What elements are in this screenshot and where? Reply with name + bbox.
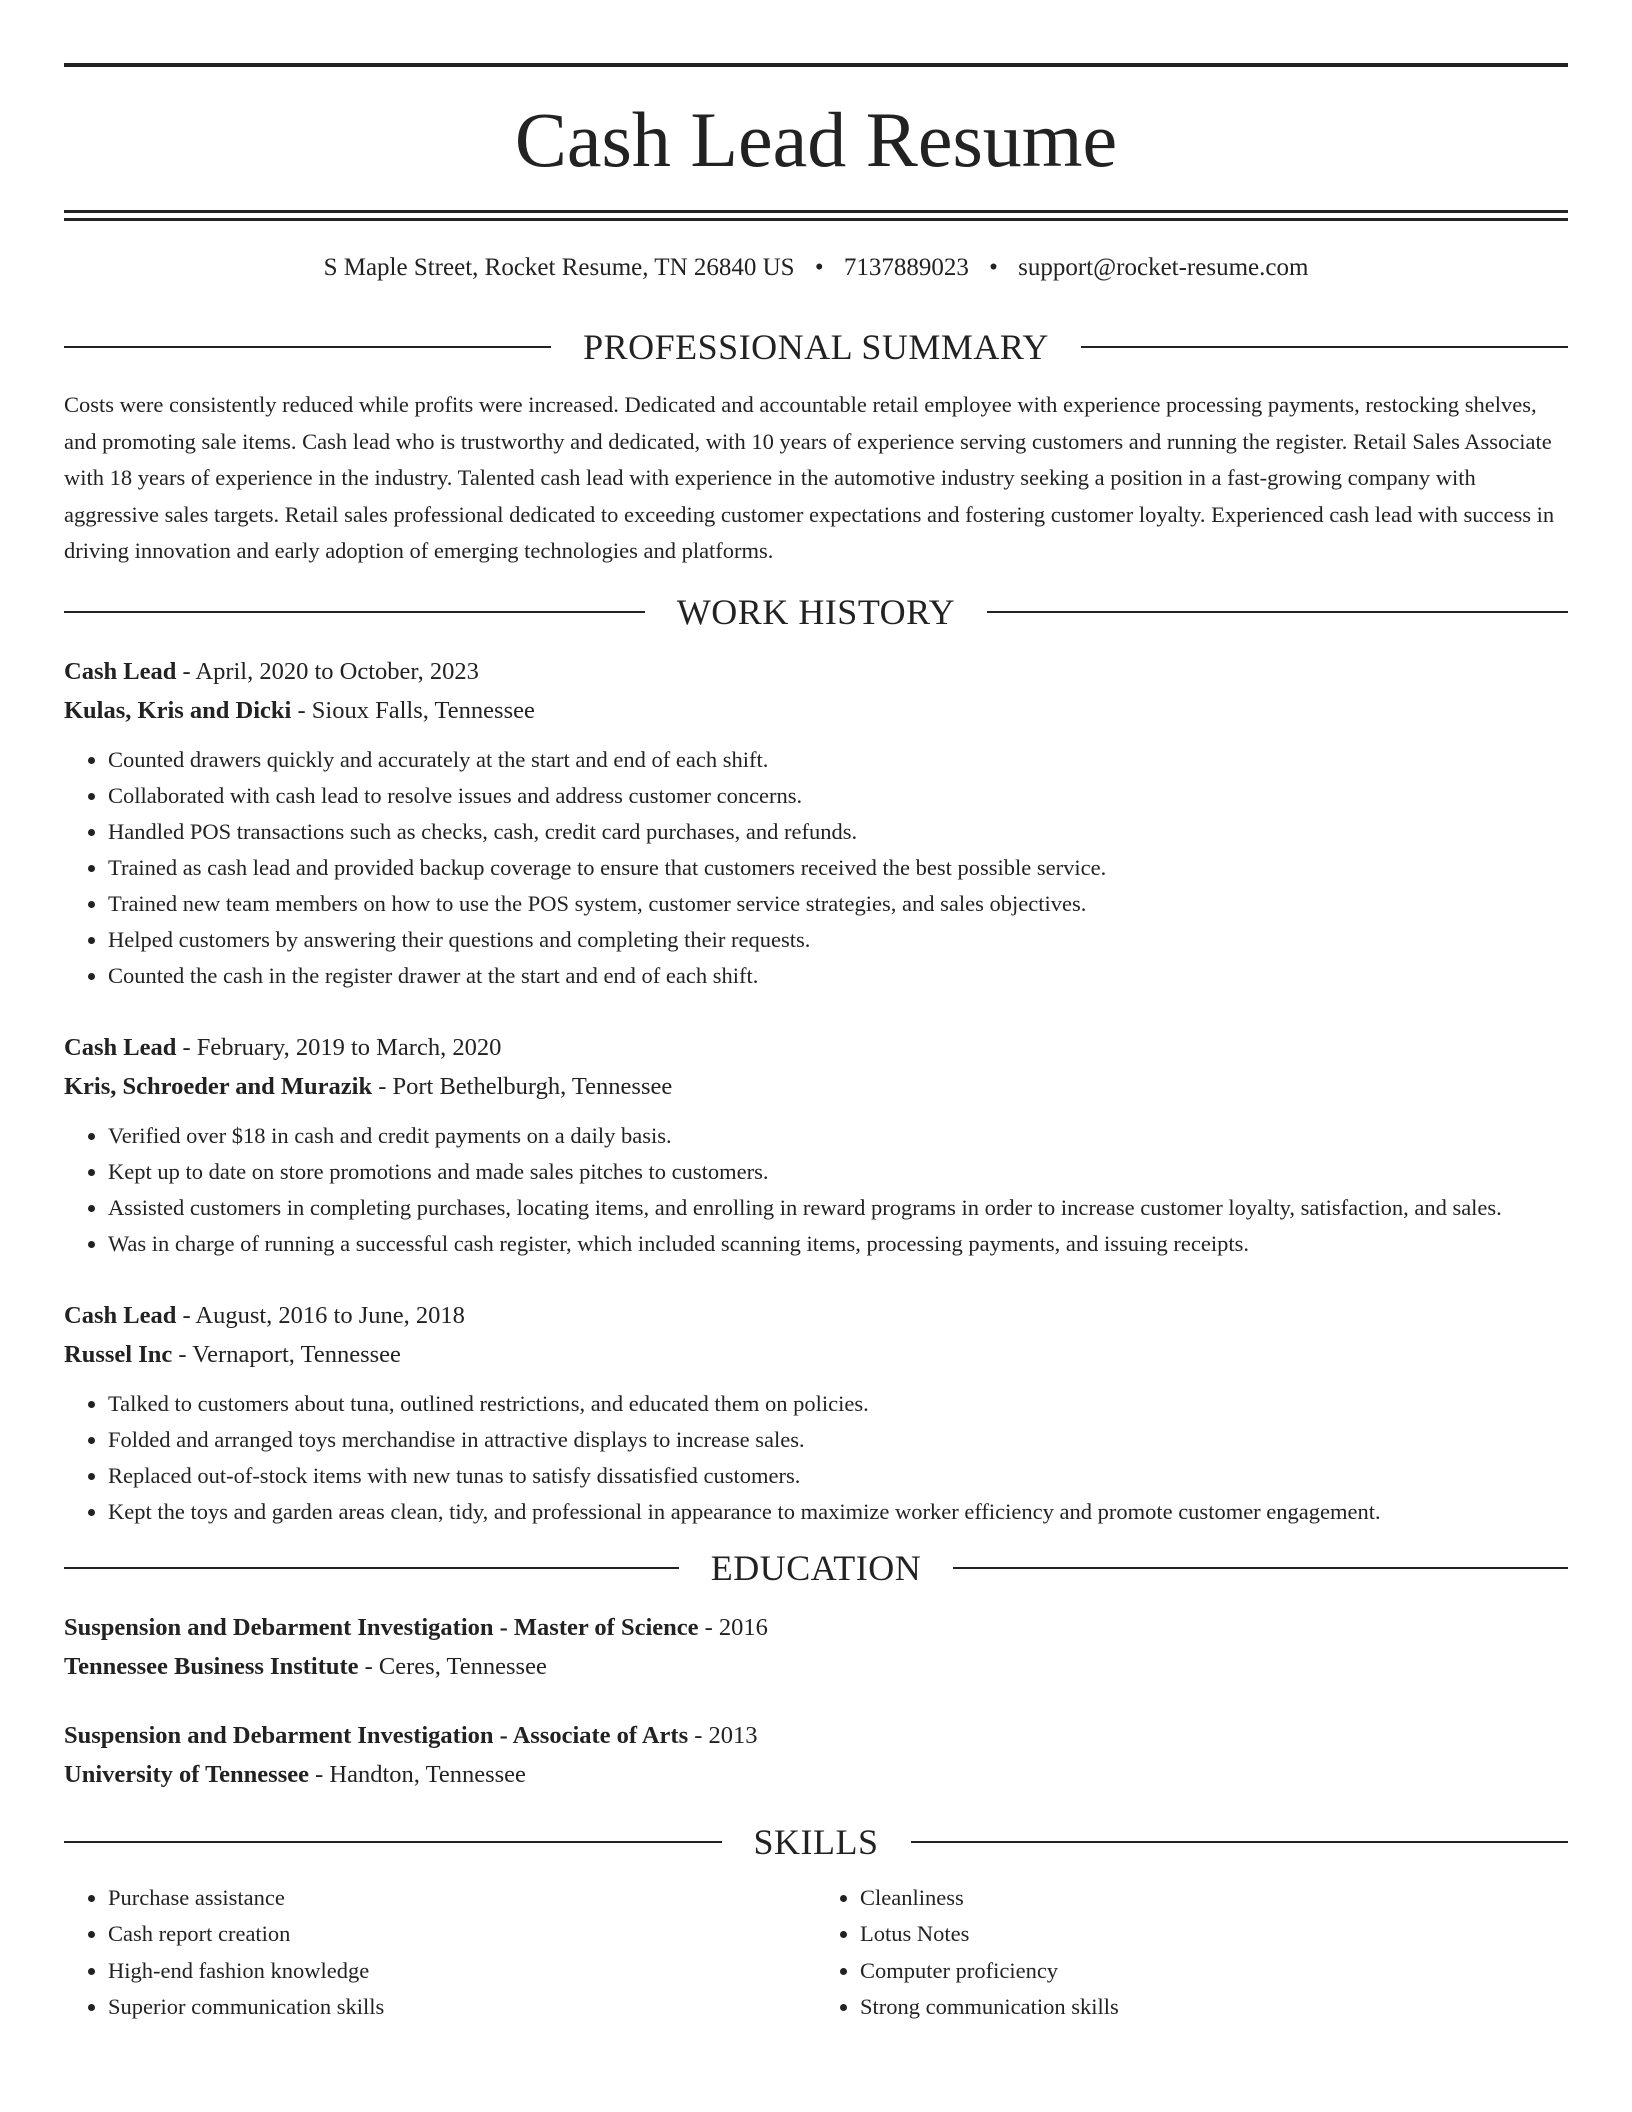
list-item: • Assisted customers in completing purchases, locating items, and enrolling in reward programs in order to increase customer loyalty, satisfaction, and sales. xyxy=(108,1190,1568,1226)
job-title: Cash Lead xyxy=(64,657,177,685)
education-school-line xyxy=(64,1647,1568,1686)
contact-separator: • xyxy=(814,254,824,281)
job-title: Cash Lead xyxy=(64,1301,177,1329)
section-rule xyxy=(953,1567,1568,1569)
education-location: - Ceres, Tennessee xyxy=(358,1652,547,1680)
job-company: Kris, Schroeder and Murazik xyxy=(64,1072,373,1100)
list-item: • Talked to customers about tuna, outlined restrictions, and educated them on policies. xyxy=(108,1386,1568,1422)
top-rule xyxy=(64,63,1568,67)
summary-text: Costs were consistently reduced while profits were increased. Dedicated and accountable retail employee with experience processing payments, restocking shelves, and promoting sale items. Cash lead who is trustworthy and dedicated, with 10 years of experience serving customers and running the register. Retail Sales Associate with 18 years of experience in the industry. Talented cash lead with experience in the automotive industry seeking a position in a fast-growing company with aggressive sales targets. Retail sales professional dedicated to exceeding customer expectations and fostering customer loyalty. Experienced cash lead with success in driving innovation and early adoption of emerging technologies and platforms. xyxy=(64,392,1555,563)
section-rule xyxy=(64,346,551,348)
title-double-rule xyxy=(64,210,1568,213)
section-rule xyxy=(64,1841,722,1843)
section-title: SKILLS xyxy=(753,1821,879,1862)
job-company-line xyxy=(64,1335,1568,1374)
list-item: • Counted the cash in the register drawer at the start and end of each shift. xyxy=(108,958,1568,994)
job-title-line xyxy=(64,1028,1568,1067)
section-rule xyxy=(987,611,1568,613)
contact-email: support@rocket-resume.com xyxy=(1018,254,1309,281)
contact-line xyxy=(64,253,1568,283)
list-item: • Was in charge of running a successful cash register, which included scanning items, processing payments, and issuing receipts. xyxy=(108,1226,1568,1262)
contact-phone: 7137889023 xyxy=(843,254,969,281)
education-year: - 2016 xyxy=(698,1613,768,1641)
section-rule xyxy=(1081,346,1568,348)
education-degree: Suspension and Debarment Investigation - Master of Science xyxy=(64,1613,699,1641)
job-bullets xyxy=(64,1118,1568,1262)
job-entry xyxy=(64,1028,1568,1262)
section-header-education xyxy=(64,1547,1568,1588)
education-degree: Suspension and Debarment Investigation - Associate of Arts xyxy=(64,1721,689,1749)
list-item: • Trained new team members on how to use the POS system, customer service strategies, and sales objectives. xyxy=(108,886,1568,922)
list-item: • Counted drawers quickly and accurately at the start and end of each shift. xyxy=(108,742,1568,778)
job-dates: - February, 2019 to March, 2020 xyxy=(176,1033,502,1061)
list-item: • Trained as cash lead and provided backup coverage to ensure that customers received the best possible service. xyxy=(108,850,1568,886)
section-rule xyxy=(911,1841,1569,1843)
section-title: PROFESSIONAL SUMMARY xyxy=(583,327,1049,367)
job-entry xyxy=(64,1296,1568,1530)
contact-address: S Maple Street, Rocket Resume, TN 26840 US xyxy=(323,254,795,281)
job-location: - Vernaport, Tennessee xyxy=(172,1340,401,1368)
education-year: - 2013 xyxy=(688,1721,758,1749)
education-school: Tennessee Business Institute xyxy=(64,1652,359,1680)
job-company-line xyxy=(64,691,1568,730)
education-school: University of Tennessee xyxy=(64,1760,309,1788)
education-entry xyxy=(64,1716,1568,1794)
list-item: • Kept up to date on store promotions and made sales pitches to customers. xyxy=(108,1154,1568,1190)
section-title: WORK HISTORY xyxy=(676,591,956,632)
job-location: - Port Bethelburgh, Tennessee xyxy=(372,1072,673,1100)
list-item: • Replaced out-of-stock items with new tunas to satisfy dissatisfied customers. xyxy=(108,1458,1568,1494)
list-item: • High-end fashion knowledge xyxy=(108,1953,816,1990)
job-entry xyxy=(64,652,1568,994)
job-location: - Sioux Falls, Tennessee xyxy=(291,696,535,724)
list-item: • Helped customers by answering their questions and completing their requests. xyxy=(108,922,1568,958)
list-item: • Purchase assistance xyxy=(108,1880,816,1917)
list-item: • Lotus Notes xyxy=(860,1916,1568,1953)
skills-columns xyxy=(64,1880,1568,2026)
job-dates: - August, 2016 to June, 2018 xyxy=(176,1301,465,1329)
section-rule xyxy=(64,611,645,613)
list-item: • Kept the toys and garden areas clean, tidy, and professional in appearance to maximize worker efficiency and promote customer engagement. xyxy=(108,1494,1568,1530)
section-rule xyxy=(64,1567,679,1569)
education-degree-line xyxy=(64,1608,1568,1647)
section-header-skills xyxy=(64,1821,1568,1862)
list-item: • Collaborated with cash lead to resolve issues and address customer concerns. xyxy=(108,778,1568,814)
list-item: • Folded and arranged toys merchandise in attractive displays to increase sales. xyxy=(108,1422,1568,1458)
education-school-line xyxy=(64,1755,1568,1794)
education-degree-line xyxy=(64,1716,1568,1755)
list-item: • Handled POS transactions such as checks, cash, credit card purchases, and refunds. xyxy=(108,814,1568,850)
education-location: - Handton, Tennessee xyxy=(309,1760,526,1788)
job-company-line xyxy=(64,1067,1568,1106)
job-title: Cash Lead xyxy=(64,1033,177,1061)
list-item: • Computer proficiency xyxy=(860,1953,1568,1990)
education-entry xyxy=(64,1608,1568,1686)
skills-list-right xyxy=(816,1880,1568,2026)
list-item: • Cash report creation xyxy=(108,1916,816,1953)
job-dates: - April, 2020 to October, 2023 xyxy=(176,657,479,685)
job-company: Russel Inc xyxy=(64,1340,173,1368)
list-item: • Strong communication skills xyxy=(860,1989,1568,2026)
list-item: • Cleanliness xyxy=(860,1880,1568,1917)
section-header-summary xyxy=(64,329,1568,365)
resume-page xyxy=(64,0,1568,2026)
list-item: • Verified over $18 in cash and credit payments on a daily basis. xyxy=(108,1118,1568,1154)
skills-list-left xyxy=(64,1880,816,2026)
job-title-line xyxy=(64,652,1568,691)
contact-separator: • xyxy=(989,254,998,281)
job-company: Kulas, Kris and Dicki xyxy=(64,696,292,724)
list-item: • Superior communication skills xyxy=(108,1989,816,2026)
resume-title: Cash Lead Resume xyxy=(514,96,1118,183)
job-bullets xyxy=(64,742,1568,994)
section-header-work-history xyxy=(64,591,1568,632)
section-title: EDUCATION xyxy=(710,1547,922,1588)
job-title-line xyxy=(64,1296,1568,1335)
job-bullets xyxy=(64,1386,1568,1530)
